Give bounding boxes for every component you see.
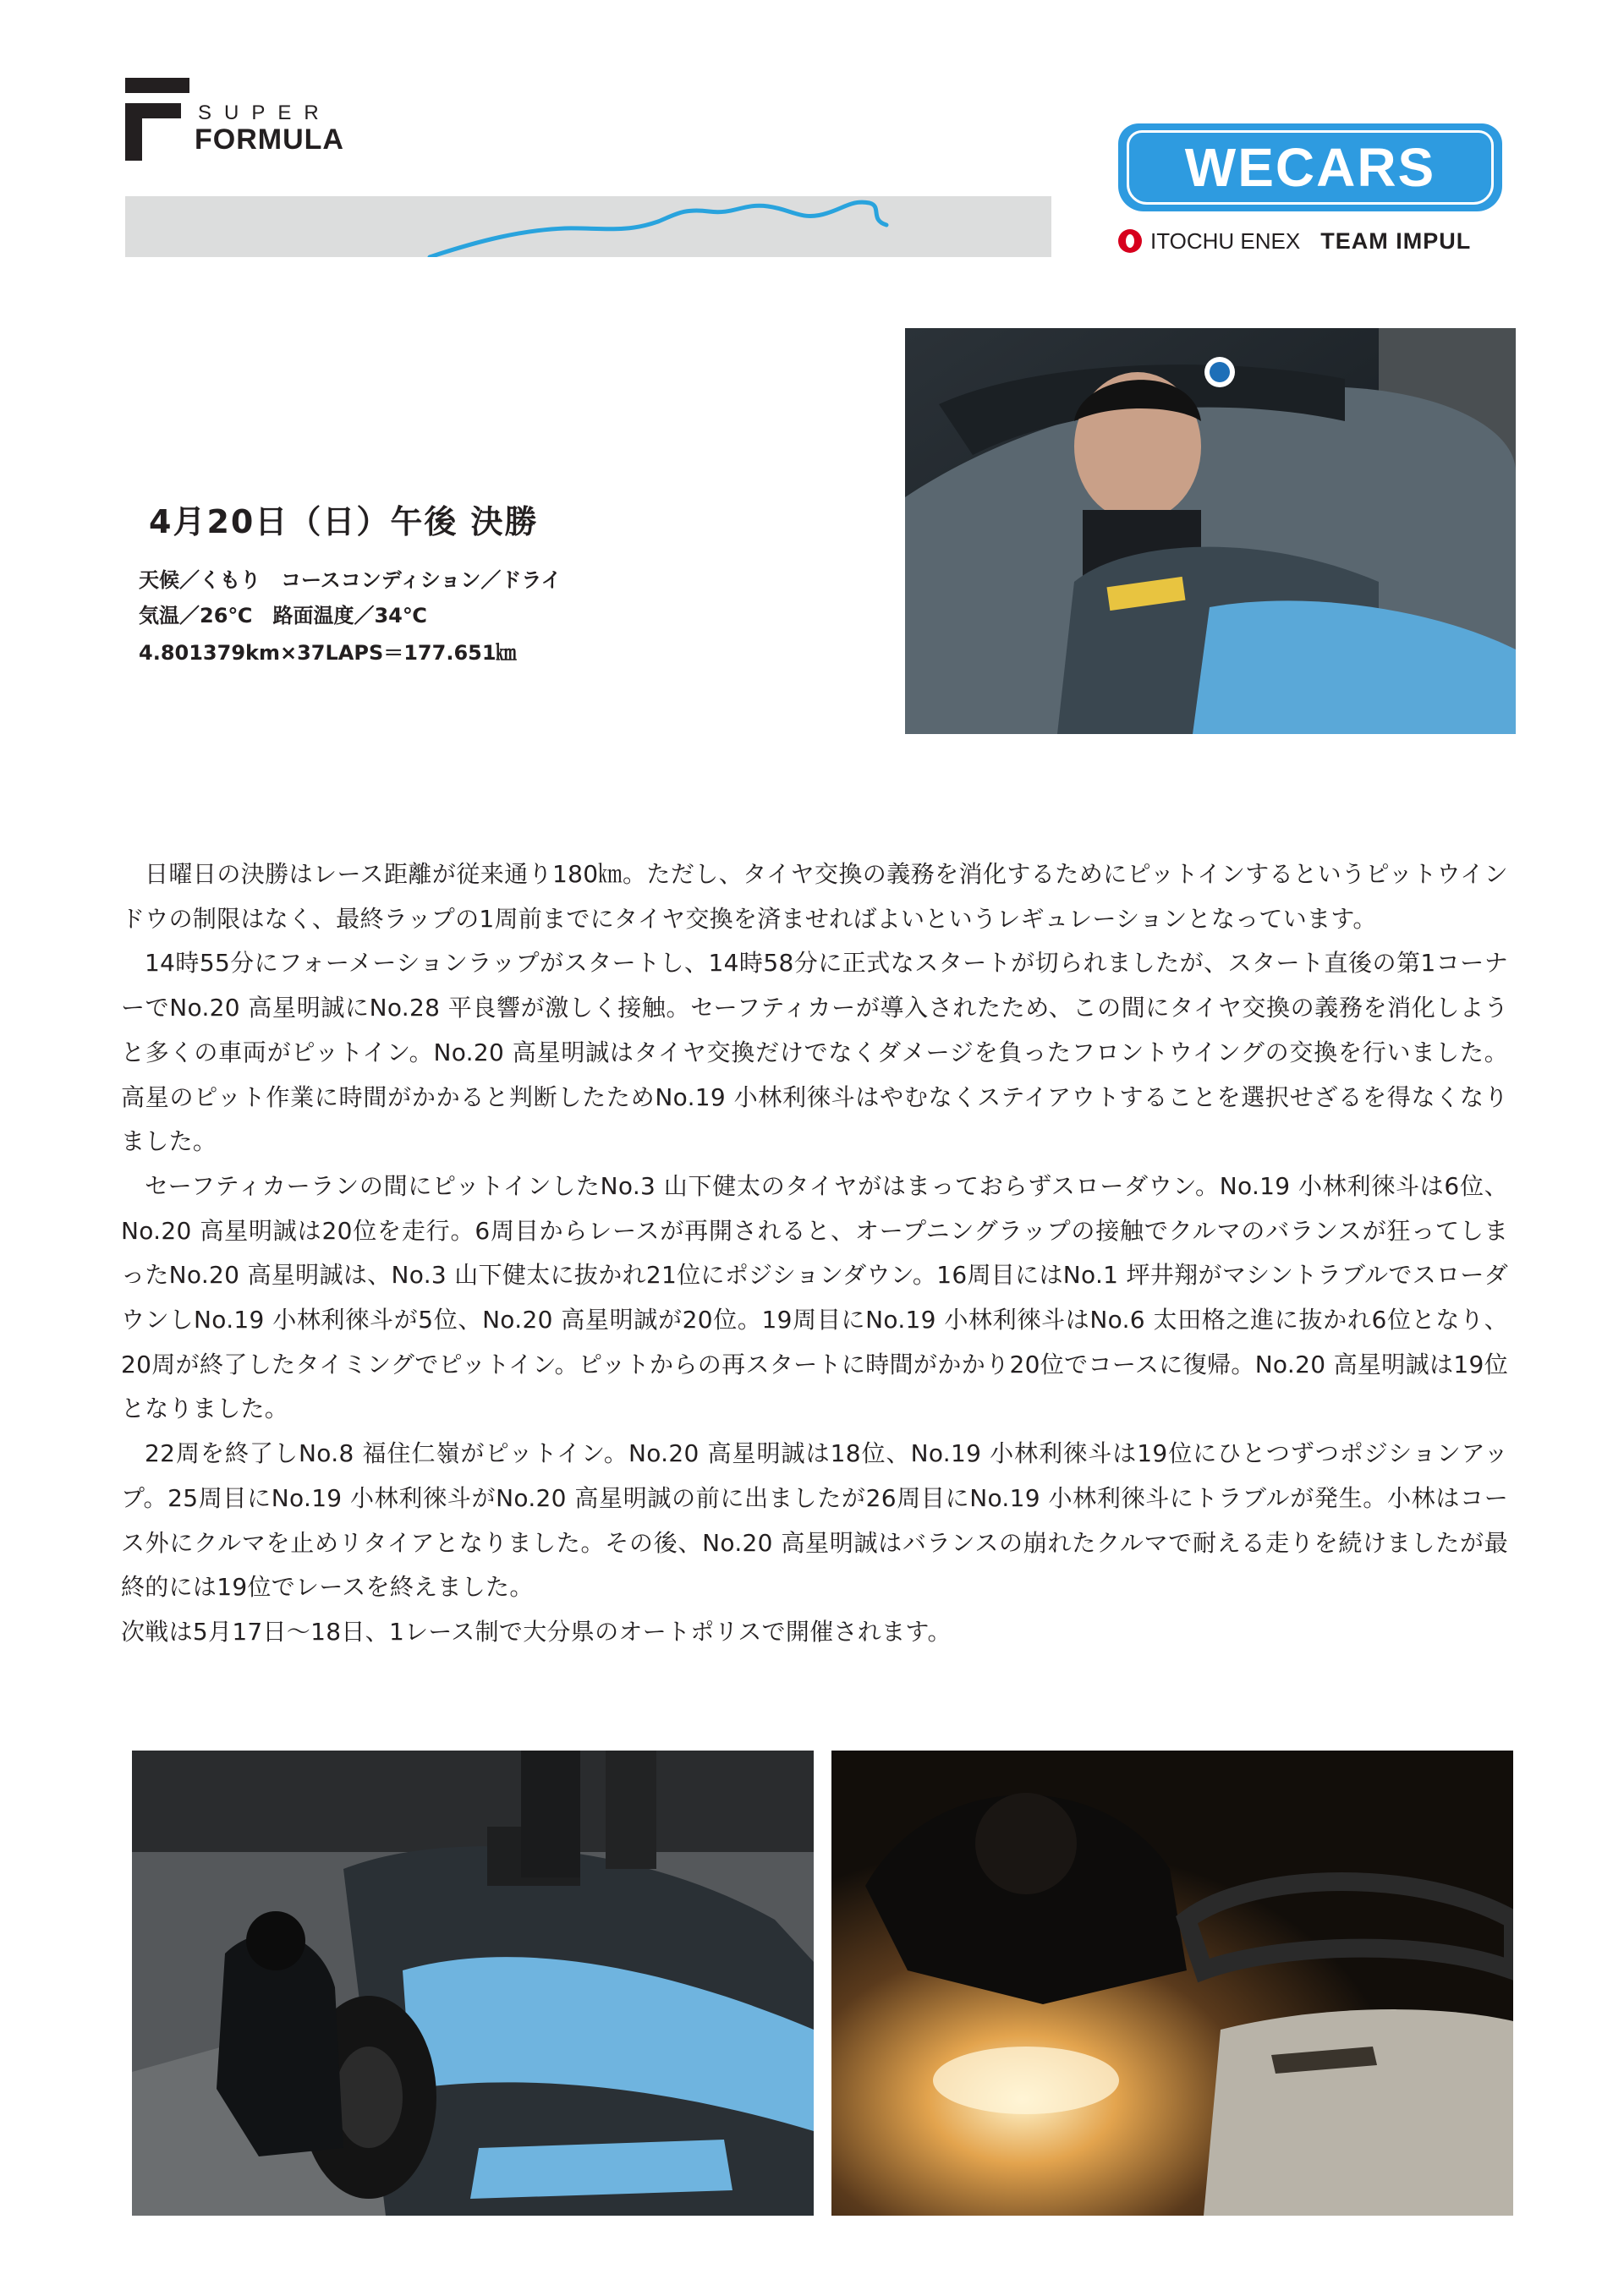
report-paragraph: 14時55分にフォーメーションラップがスタートし、14時58分に正式なスタートが切られましたが、スタート直後の第1コーナーでNo.20 高星明誠にNo.28 平良響が激しく接触。セーフティカーが導入されたため、この間にタイヤ交換の義務を消化しようと多くの車両がピットイン。No.20 高星明誠はタイヤ交換だけでなくダメージを負ったフロントウイングの交換を行いました。高星のピット作業に時間がかかると判断したためNo.19 小林利徠斗はやむなくステイアウトすることを選択せざるを得なくなりました。 [121, 949, 1508, 1156]
race-heading: 4月20日（日）午後 決勝 [149, 503, 539, 540]
track-outline-icon [125, 196, 1051, 257]
team-name: TEAM IMPUL [1320, 227, 1472, 254]
driver-cockpit-photo [905, 328, 1516, 734]
header-band [125, 196, 1051, 257]
race-report [121, 852, 1508, 1655]
report-paragraph: セーフティカーランの間にピットインしたNo.3 山下健太のタイヤがはまっておらずスローダウン。No.19 小林利徠斗は6位、No.20 高星明誠は20位を走行。6周目からレースが再開されると、オープニングラップの接触でクルマのバランスが狂ってしまったNo.20 高星明誠は、No.3 山下健太に抜かれ21位にポジションダウン。16周目にはNo.1 坪井翔がマシントラブルでスローダウンしNo.19 小林利徠斗が5位、No.20 高星明誠が20位。19周目にNo.19 小林利徠斗はNo.6 太田格之進に抜かれ6位となり、20周が終了したタイミングでピットイン。ピットからの再スタートに時間がかかり20位でコースに復帰。No.20 高星明誠は19位となりました。 [121, 1171, 1508, 1423]
logo-bar-stem [125, 103, 142, 161]
sponsor-name: ITOCHU ENEX [1150, 227, 1301, 254]
itochu-mark-icon [1118, 229, 1142, 253]
super-formula-logo [125, 78, 379, 162]
weather-condition: 天候／くもり コースコンディション／ドライ [139, 568, 562, 592]
pit-stop-photo [132, 1751, 814, 2216]
wecars-logo-text: WECARS [1184, 137, 1436, 198]
race-distance: 4.801379km×37LAPS＝177.651㎞ [139, 641, 517, 665]
logo-super-text: SUPER [198, 101, 332, 124]
report-paragraph: 22周を終了しNo.8 福住仁嶺がピットイン。No.20 高星明誠は18位、No.19 小林利徠斗は19位にひとつずつポジションアップ。25周目にNo.19 小林利徠斗がNo.20 高星明誠の前に出ましたが26周目にNo.19 小林利徠斗にトラブルが発生。小林はコース外にクルマを止めリタイアとなりました。その後、No.20 高星明誠はバランスの崩れたクルマで耐える走りを続けましたが最終的には19位でレースを終えました。 [121, 1439, 1508, 1602]
wecars-logo [1118, 123, 1502, 211]
team-name-line [1118, 227, 1516, 255]
temperature-condition: 気温／26℃ 路面温度／34℃ [139, 604, 427, 627]
logo-bar-top [125, 78, 189, 93]
mechanic-photo [831, 1751, 1513, 2216]
logo-formula-text: FORMULA [195, 123, 344, 156]
report-paragraph: 日曜日の決勝はレース距離が従来通り180㎞。ただし、タイヤ交換の義務を消化するためにピットインするというピットウインドウの制限はなく、最終ラップの1周前までにタイヤ交換を済ませればよいというレギュレーションとなっています。 [121, 860, 1508, 933]
next-race-note: 次戦は5月17日～18日、1レース制で大分県のオートポリスで開催されます。 [121, 1617, 952, 1646]
